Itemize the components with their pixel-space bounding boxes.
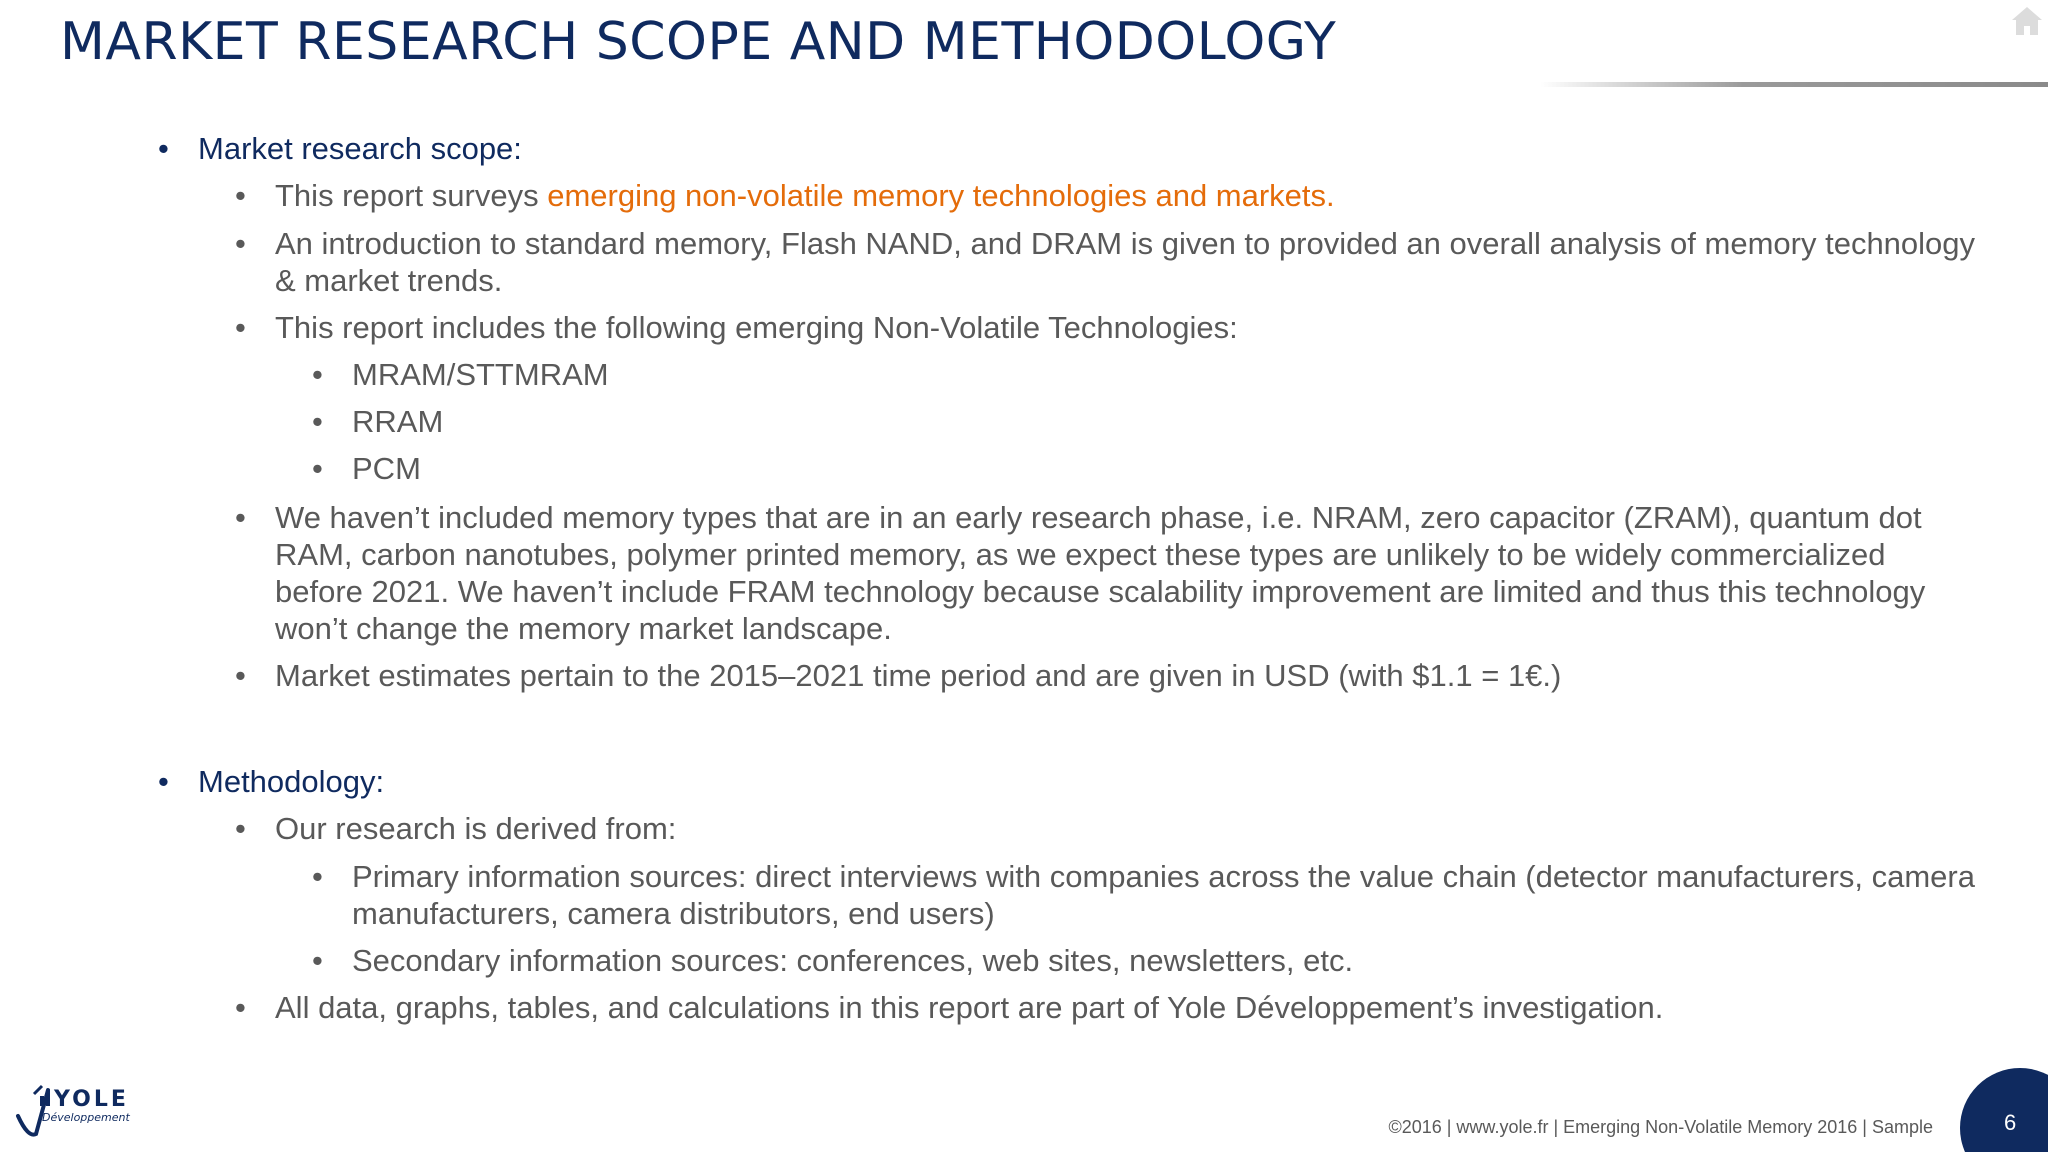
excluded-text: We haven’t included memory types that are in an early research phase, i.e. NRAM, zero capacitor (ZRAM), quantum dot RAM, carbon nanotubes, polymer printed memory, as we expect these types are unlikely to be widely commercialized before 2021. We haven’t include FRAM technology because scalability improvement are limited and thus this technology won’t change the memory market landscape. bbox=[275, 500, 1926, 646]
method-item-primary bbox=[312, 858, 1992, 932]
bullet: • bbox=[235, 990, 246, 1025]
tech-item bbox=[312, 356, 609, 393]
bullet: • bbox=[235, 178, 246, 213]
scope-heading bbox=[158, 130, 522, 167]
bullet: • bbox=[312, 451, 323, 486]
footer-text: ©2016 | www.yole.fr | Emerging Non-Volatile Memory 2016 | Sample bbox=[1388, 1117, 1933, 1137]
tech-pcm: PCM bbox=[352, 451, 421, 486]
bullet: • bbox=[312, 943, 323, 978]
bullet: • bbox=[312, 859, 323, 894]
method-heading-text: Methodology: bbox=[198, 764, 385, 799]
home-icon[interactable] bbox=[2010, 4, 2044, 38]
survey-highlight: emerging non-volatile memory technologies and markets. bbox=[547, 178, 1335, 213]
bullet: • bbox=[312, 357, 323, 392]
bullet: • bbox=[235, 500, 246, 535]
intro-text: An introduction to standard memory, Flash NAND, and DRAM is given to provided an overall analysis of memory technology & market trends. bbox=[275, 226, 1976, 298]
tech-item bbox=[312, 450, 421, 487]
page-number-badge bbox=[1960, 1068, 2048, 1152]
scope-item-survey bbox=[235, 177, 1335, 214]
method-heading bbox=[158, 763, 385, 800]
bullet: • bbox=[235, 310, 246, 345]
primary-text: Primary information sources: direct interviews with companies across the value chain (detector manufacturers, camera manufacturers, camera distributors, end users) bbox=[352, 859, 1975, 931]
tech-rram: RRAM bbox=[352, 404, 444, 439]
yole-logo bbox=[14, 1076, 154, 1142]
method-item-secondary bbox=[312, 942, 1354, 979]
page-number: 6 bbox=[2004, 1110, 2017, 1135]
all-data-text: All data, graphs, tables, and calculations in this report are part of Yole Développement’s investigation. bbox=[275, 990, 1664, 1025]
scope-heading-text: Market research scope: bbox=[198, 131, 522, 166]
scope-item-estimates bbox=[235, 657, 1562, 694]
logo-name: YOLE bbox=[54, 1087, 129, 1112]
scope-item-excluded bbox=[235, 499, 1940, 647]
slide-title: MARKET RESEARCH SCOPE AND METHODOLOGY bbox=[60, 12, 1337, 72]
logo-tagline: Développement bbox=[42, 1111, 130, 1124]
scope-item-intro bbox=[235, 225, 1995, 299]
bullet: • bbox=[158, 131, 169, 166]
bullet: • bbox=[235, 226, 246, 261]
tech-mram: MRAM/STTMRAM bbox=[352, 357, 609, 392]
secondary-text: Secondary information sources: conferences, web sites, newsletters, etc. bbox=[352, 943, 1354, 978]
derived-text: Our research is derived from: bbox=[275, 811, 677, 846]
estimates-text: Market estimates pertain to the 2015–2021 time period and are given in USD (with $1.1 = 1€.) bbox=[275, 658, 1562, 693]
bullet: • bbox=[235, 811, 246, 846]
bullet: • bbox=[312, 404, 323, 439]
bullet: • bbox=[235, 658, 246, 693]
includes-text: This report includes the following emerging Non-Volatile Technologies: bbox=[275, 310, 1238, 345]
title-divider bbox=[1540, 82, 2048, 87]
scope-item-includes bbox=[235, 309, 1238, 346]
survey-prefix: This report surveys bbox=[275, 178, 548, 213]
method-item-derived bbox=[235, 810, 677, 847]
bullet: • bbox=[158, 764, 169, 799]
tech-item bbox=[312, 403, 444, 440]
method-item-all-data bbox=[235, 989, 1664, 1026]
